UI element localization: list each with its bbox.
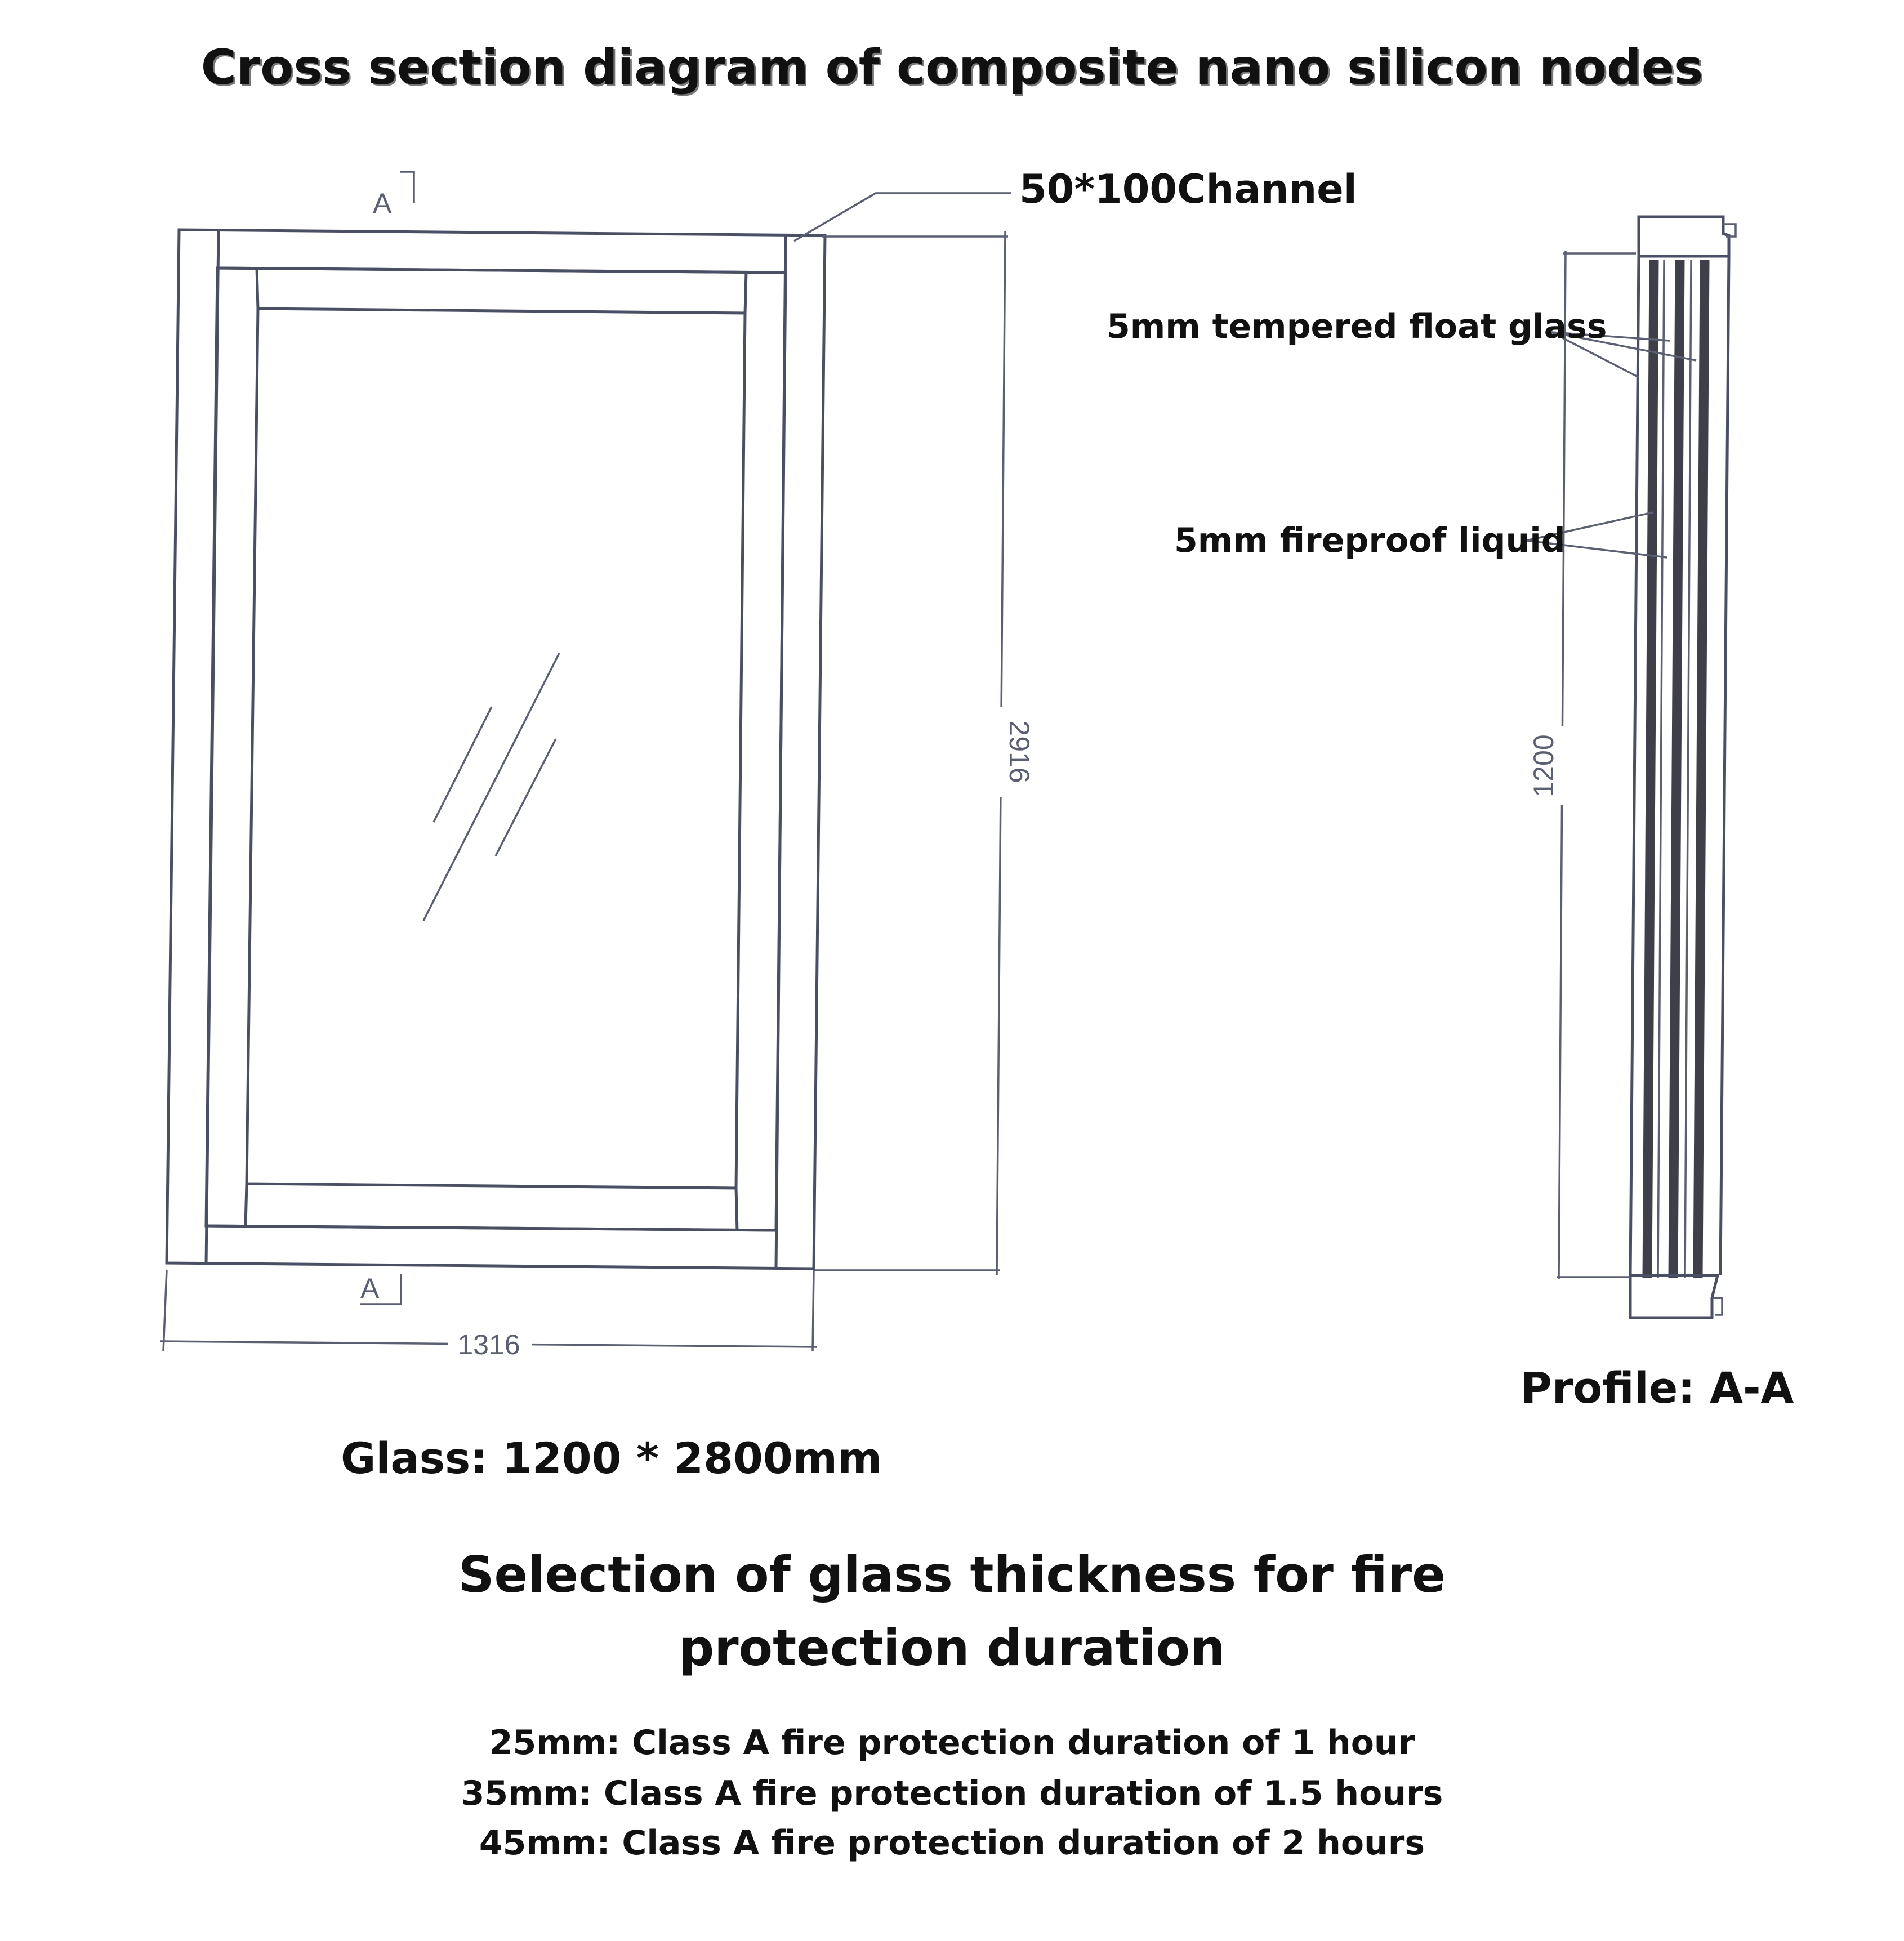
- section-mark-bottom: A: [360, 1273, 380, 1304]
- bead-left-bottom: [246, 1184, 247, 1226]
- bead-right-bottom: [736, 1188, 737, 1230]
- section-mark-top: A: [373, 188, 392, 219]
- profile-label: Profile: A-A: [1520, 1363, 1794, 1413]
- profile-glass-pane-3: [1698, 260, 1705, 1278]
- profile-glass-pane-2: [1673, 260, 1680, 1278]
- section-marks: [360, 172, 414, 1304]
- width-dim-label: 1316: [457, 1329, 520, 1360]
- height-dimension: [814, 231, 1035, 1275]
- selection-heading-line-2: protection duration: [679, 1619, 1225, 1677]
- glass-size-label: Glass: 1200 * 2800mm: [341, 1433, 882, 1483]
- width-ext-left: [163, 1270, 167, 1351]
- profile-outer-left: [1630, 256, 1639, 1275]
- profile-bottom-cap: [1630, 1275, 1718, 1318]
- top-rail-edge: [219, 268, 786, 273]
- profile-bottom-clip: [1712, 1298, 1722, 1315]
- section-mark-top-bracket: [400, 172, 414, 203]
- fireproof-liquid-label: 5mm fireproof liquid: [1174, 521, 1566, 560]
- channel-leader-line: [794, 193, 1011, 241]
- width-ext-right: [813, 1270, 814, 1351]
- left-post-inner-edge: [206, 230, 219, 1264]
- channel-label: 50*100Channel: [1019, 166, 1357, 212]
- profile-liquid-line-1: [1658, 260, 1664, 1278]
- bottom-rail-edge: [206, 1226, 776, 1230]
- glass-reflection-3: [496, 739, 556, 856]
- front-elevation: [167, 230, 825, 1269]
- tempered-glass-label: 5mm tempered float glass: [1107, 307, 1607, 346]
- height-dim-label: 2916: [1004, 720, 1035, 783]
- profile-outer-right: [1720, 256, 1729, 1275]
- selection-heading-line-1: Selection of glass thickness for fire: [458, 1546, 1446, 1604]
- page-title: Cross section diagram of composite nano silicon nodes: [200, 39, 1704, 96]
- profile-top-cap: [1639, 217, 1729, 256]
- bead-left-top: [257, 268, 258, 309]
- glass-reflection-2: [423, 653, 559, 921]
- thickness-option: 45mm: Class A fire protection duration of 2 hours: [479, 1823, 1425, 1863]
- profile-section: [1526, 217, 1736, 1318]
- bead-right-top: [745, 273, 746, 313]
- profile-dim-label: 1200: [1528, 734, 1559, 797]
- profile-glass-pane-1: [1647, 260, 1654, 1278]
- outer-frame: [167, 230, 825, 1269]
- inner-frame: [206, 268, 786, 1230]
- thickness-option: 25mm: Class A fire protection duration of 1 hour: [489, 1723, 1415, 1762]
- right-post-inner-edge: [776, 235, 786, 1269]
- profile-liquid-line-2: [1685, 260, 1691, 1278]
- thickness-option: 35mm: Class A fire protection duration of 1.5 hours: [461, 1774, 1443, 1813]
- glass-pane: [247, 309, 745, 1188]
- width-dimension: [160, 1270, 817, 1360]
